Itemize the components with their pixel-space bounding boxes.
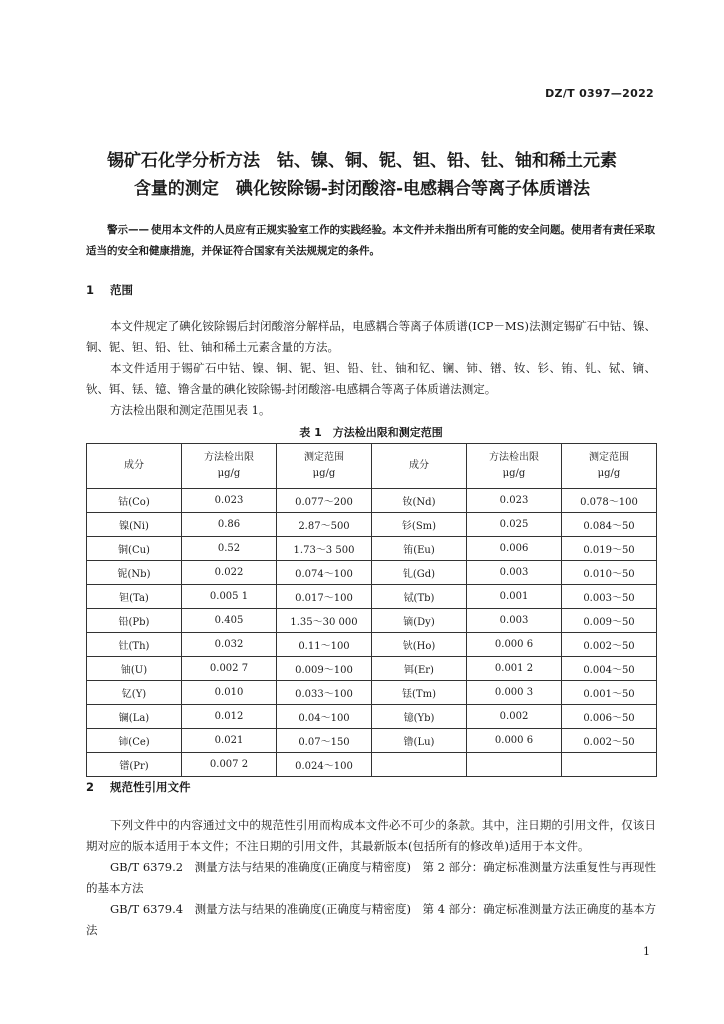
table-cell: 0.009～100: [277, 657, 372, 681]
table-row: [87, 537, 657, 561]
table-cell: [562, 753, 657, 777]
title-line-2: 含量的测定 碘化铵除锡-封闭酸溶-电感耦合等离子体质谱法: [133, 179, 591, 199]
table-header-row: [87, 444, 657, 489]
table-cell: 0.04～100: [277, 705, 372, 729]
table-cell: 镥(Lu): [372, 729, 467, 753]
table-row: [87, 609, 657, 633]
table-cell: 0.86: [182, 513, 277, 537]
table-cell: 0.017～100: [277, 585, 372, 609]
table-row: [87, 561, 657, 585]
table-cell: 0.001～50: [562, 681, 657, 705]
table-cell: 0.52: [182, 537, 277, 561]
table-cell: 0.010: [182, 681, 277, 705]
table-cell: 0.001 2: [467, 657, 562, 681]
table-cell: 0.006～50: [562, 705, 657, 729]
table-cell: 钴(Co): [87, 489, 182, 513]
table-cell: 0.084～50: [562, 513, 657, 537]
table-cell: 钕(Nd): [372, 489, 467, 513]
table-row: [87, 681, 657, 705]
table-cell: 0.007 2: [182, 753, 277, 777]
table-cell: 0.005 1: [182, 585, 277, 609]
table-cell: 0.078～100: [562, 489, 657, 513]
table-cell: 0.002～50: [562, 633, 657, 657]
table-cell: 铒(Er): [372, 657, 467, 681]
table-cell: 2.87～500: [277, 513, 372, 537]
table-cell: 0.024～100: [277, 753, 372, 777]
page-number: 1: [643, 945, 650, 958]
warning-label: 警示——: [107, 224, 149, 236]
section-1-paragraph-2: 本文件适用于锡矿石中钴、镍、铜、铌、钽、铅、钍、铀和钇、镧、铈、镨、钕、钐、铕、钆、铽、镝、钬、铒、铥、镱、镥含量的碘化铵除锡-封闭酸溶-电感耦合等离子体质谱法测定。: [86, 361, 656, 396]
section-1-title: 范围: [110, 283, 134, 297]
reference-gbt-6379-4: GB/T 6379.4 测量方法与结果的准确度(正确度与精密度) 第 4 部分：确定标准测量方法正确度的基本方法: [86, 902, 656, 937]
header-element: 成分: [87, 444, 182, 489]
table-cell: 0.003: [467, 609, 562, 633]
table-row: [87, 657, 657, 681]
table-cell: 镧(La): [87, 705, 182, 729]
section-1-paragraph-3: 方法检出限和测定范围见表 1。: [110, 403, 271, 417]
standard-number: DZ/T 0397—2022: [545, 87, 654, 100]
table-row: [87, 513, 657, 537]
table-cell: 0.022: [182, 561, 277, 585]
table-cell: 铈(Ce): [87, 729, 182, 753]
table-cell: 镱(Yb): [372, 705, 467, 729]
header-element: 成分: [372, 444, 467, 489]
table-caption: 表 1 方法检出限和测定范围: [299, 426, 443, 439]
table-cell: 0.003: [467, 561, 562, 585]
table-row: [87, 705, 657, 729]
table-cell: 0.07～150: [277, 729, 372, 753]
table-cell: 0.021: [182, 729, 277, 753]
table-cell: 0.11～100: [277, 633, 372, 657]
table-cell: 0.019～50: [562, 537, 657, 561]
table-cell: 0.000 6: [467, 729, 562, 753]
table-row: [87, 633, 657, 657]
reference-gbt-6379-2: GB/T 6379.2 测量方法与结果的准确度(正确度与精密度) 第 2 部分：确定标准测量方法重复性与再现性的基本方法: [86, 860, 656, 895]
table-cell: 0.032: [182, 633, 277, 657]
table-row: [87, 753, 657, 777]
table-cell: 铅(Pb): [87, 609, 182, 633]
table-cell: 铥(Tm): [372, 681, 467, 705]
table-cell: 钐(Sm): [372, 513, 467, 537]
table-cell: 0.009～50: [562, 609, 657, 633]
header-range: 测定范围 μg/g: [562, 444, 657, 489]
table-cell: 0.074～100: [277, 561, 372, 585]
table-cell: 0.001: [467, 585, 562, 609]
table-row: [87, 585, 657, 609]
table-cell: 1.35～30 000: [277, 609, 372, 633]
section-2-heading: [86, 779, 191, 795]
header-detection-limit: 方法检出限 μg/g: [467, 444, 562, 489]
document-title: [70, 147, 654, 203]
table-cell: 铜(Cu): [87, 537, 182, 561]
table-row: [87, 489, 657, 513]
table-cell: 0.003～50: [562, 585, 657, 609]
table-cell: 0.023: [182, 489, 277, 513]
title-line-1: 锡矿石化学分析方法 钴、镍、铜、铌、钽、铅、钍、铀和稀土元素: [107, 151, 617, 171]
table-cell: 钽(Ta): [87, 585, 182, 609]
table-cell: 钬(Ho): [372, 633, 467, 657]
table-cell: 镍(Ni): [87, 513, 182, 537]
table-cell: 0.004～50: [562, 657, 657, 681]
table-cell: 0.006: [467, 537, 562, 561]
header-range: 测定范围 μg/g: [277, 444, 372, 489]
table-cell: [372, 753, 467, 777]
table-cell: 镝(Dy): [372, 609, 467, 633]
table-cell: 0.002～50: [562, 729, 657, 753]
warning-notice: [86, 220, 656, 262]
table-cell: 铽(Tb): [372, 585, 467, 609]
table-cell: 镨(Pr): [87, 753, 182, 777]
table-cell: 0.033～100: [277, 681, 372, 705]
table-cell: 0.010～50: [562, 561, 657, 585]
table-cell: 0.012: [182, 705, 277, 729]
table-cell: 0.405: [182, 609, 277, 633]
section-1-paragraph-1: 本文件规定了碘化铵除锡后封闭酸溶分解样品，电感耦合等离子体质谱(ICP－MS)法测定锡矿石中钴、镍、铜、铌、钽、铅、钍、铀和稀土元素含量的方法。: [86, 319, 656, 354]
table-cell: 铀(U): [87, 657, 182, 681]
table-cell: 0.077～200: [277, 489, 372, 513]
table-row: [87, 729, 657, 753]
section-2-paragraph-1: 下列文件中的内容通过文中的规范性引用而构成本文件必不可少的条款。其中，注日期的引用文件，仅该日期对应的版本适用于本文件；不注日期的引用文件，其最新版本(包括所有的修改单)适用于本文件。: [86, 818, 656, 853]
table-cell: 1.73～3 500: [277, 537, 372, 561]
section-2-title: 规范性引用文件: [110, 780, 191, 794]
table-cell: 0.025: [467, 513, 562, 537]
table-cell: 铌(Nb): [87, 561, 182, 585]
table-cell: 0.000 6: [467, 633, 562, 657]
table-cell: 钍(Th): [87, 633, 182, 657]
table-cell: 钆(Gd): [372, 561, 467, 585]
table-cell: 0.000 3: [467, 681, 562, 705]
table-cell: 0.002 7: [182, 657, 277, 681]
table-cell: 铕(Eu): [372, 537, 467, 561]
section-1-number: 1: [86, 283, 95, 297]
header-detection-limit: 方法检出限 μg/g: [182, 444, 277, 489]
section-2-number: 2: [86, 780, 95, 794]
section-1-heading: [86, 282, 133, 298]
warning-text: 使用本文件的人员应有正规实验室工作的实践经验。本文件并未指出所有可能的安全问题。使用者有责任采取适当的安全和健康措施，并保证符合国家有关法规规定的条件。: [86, 224, 655, 257]
table-cell: 钇(Y): [87, 681, 182, 705]
table-cell: 0.002: [467, 705, 562, 729]
table-cell: [467, 753, 562, 777]
table-cell: 0.023: [467, 489, 562, 513]
detection-limits-table: [86, 443, 657, 777]
